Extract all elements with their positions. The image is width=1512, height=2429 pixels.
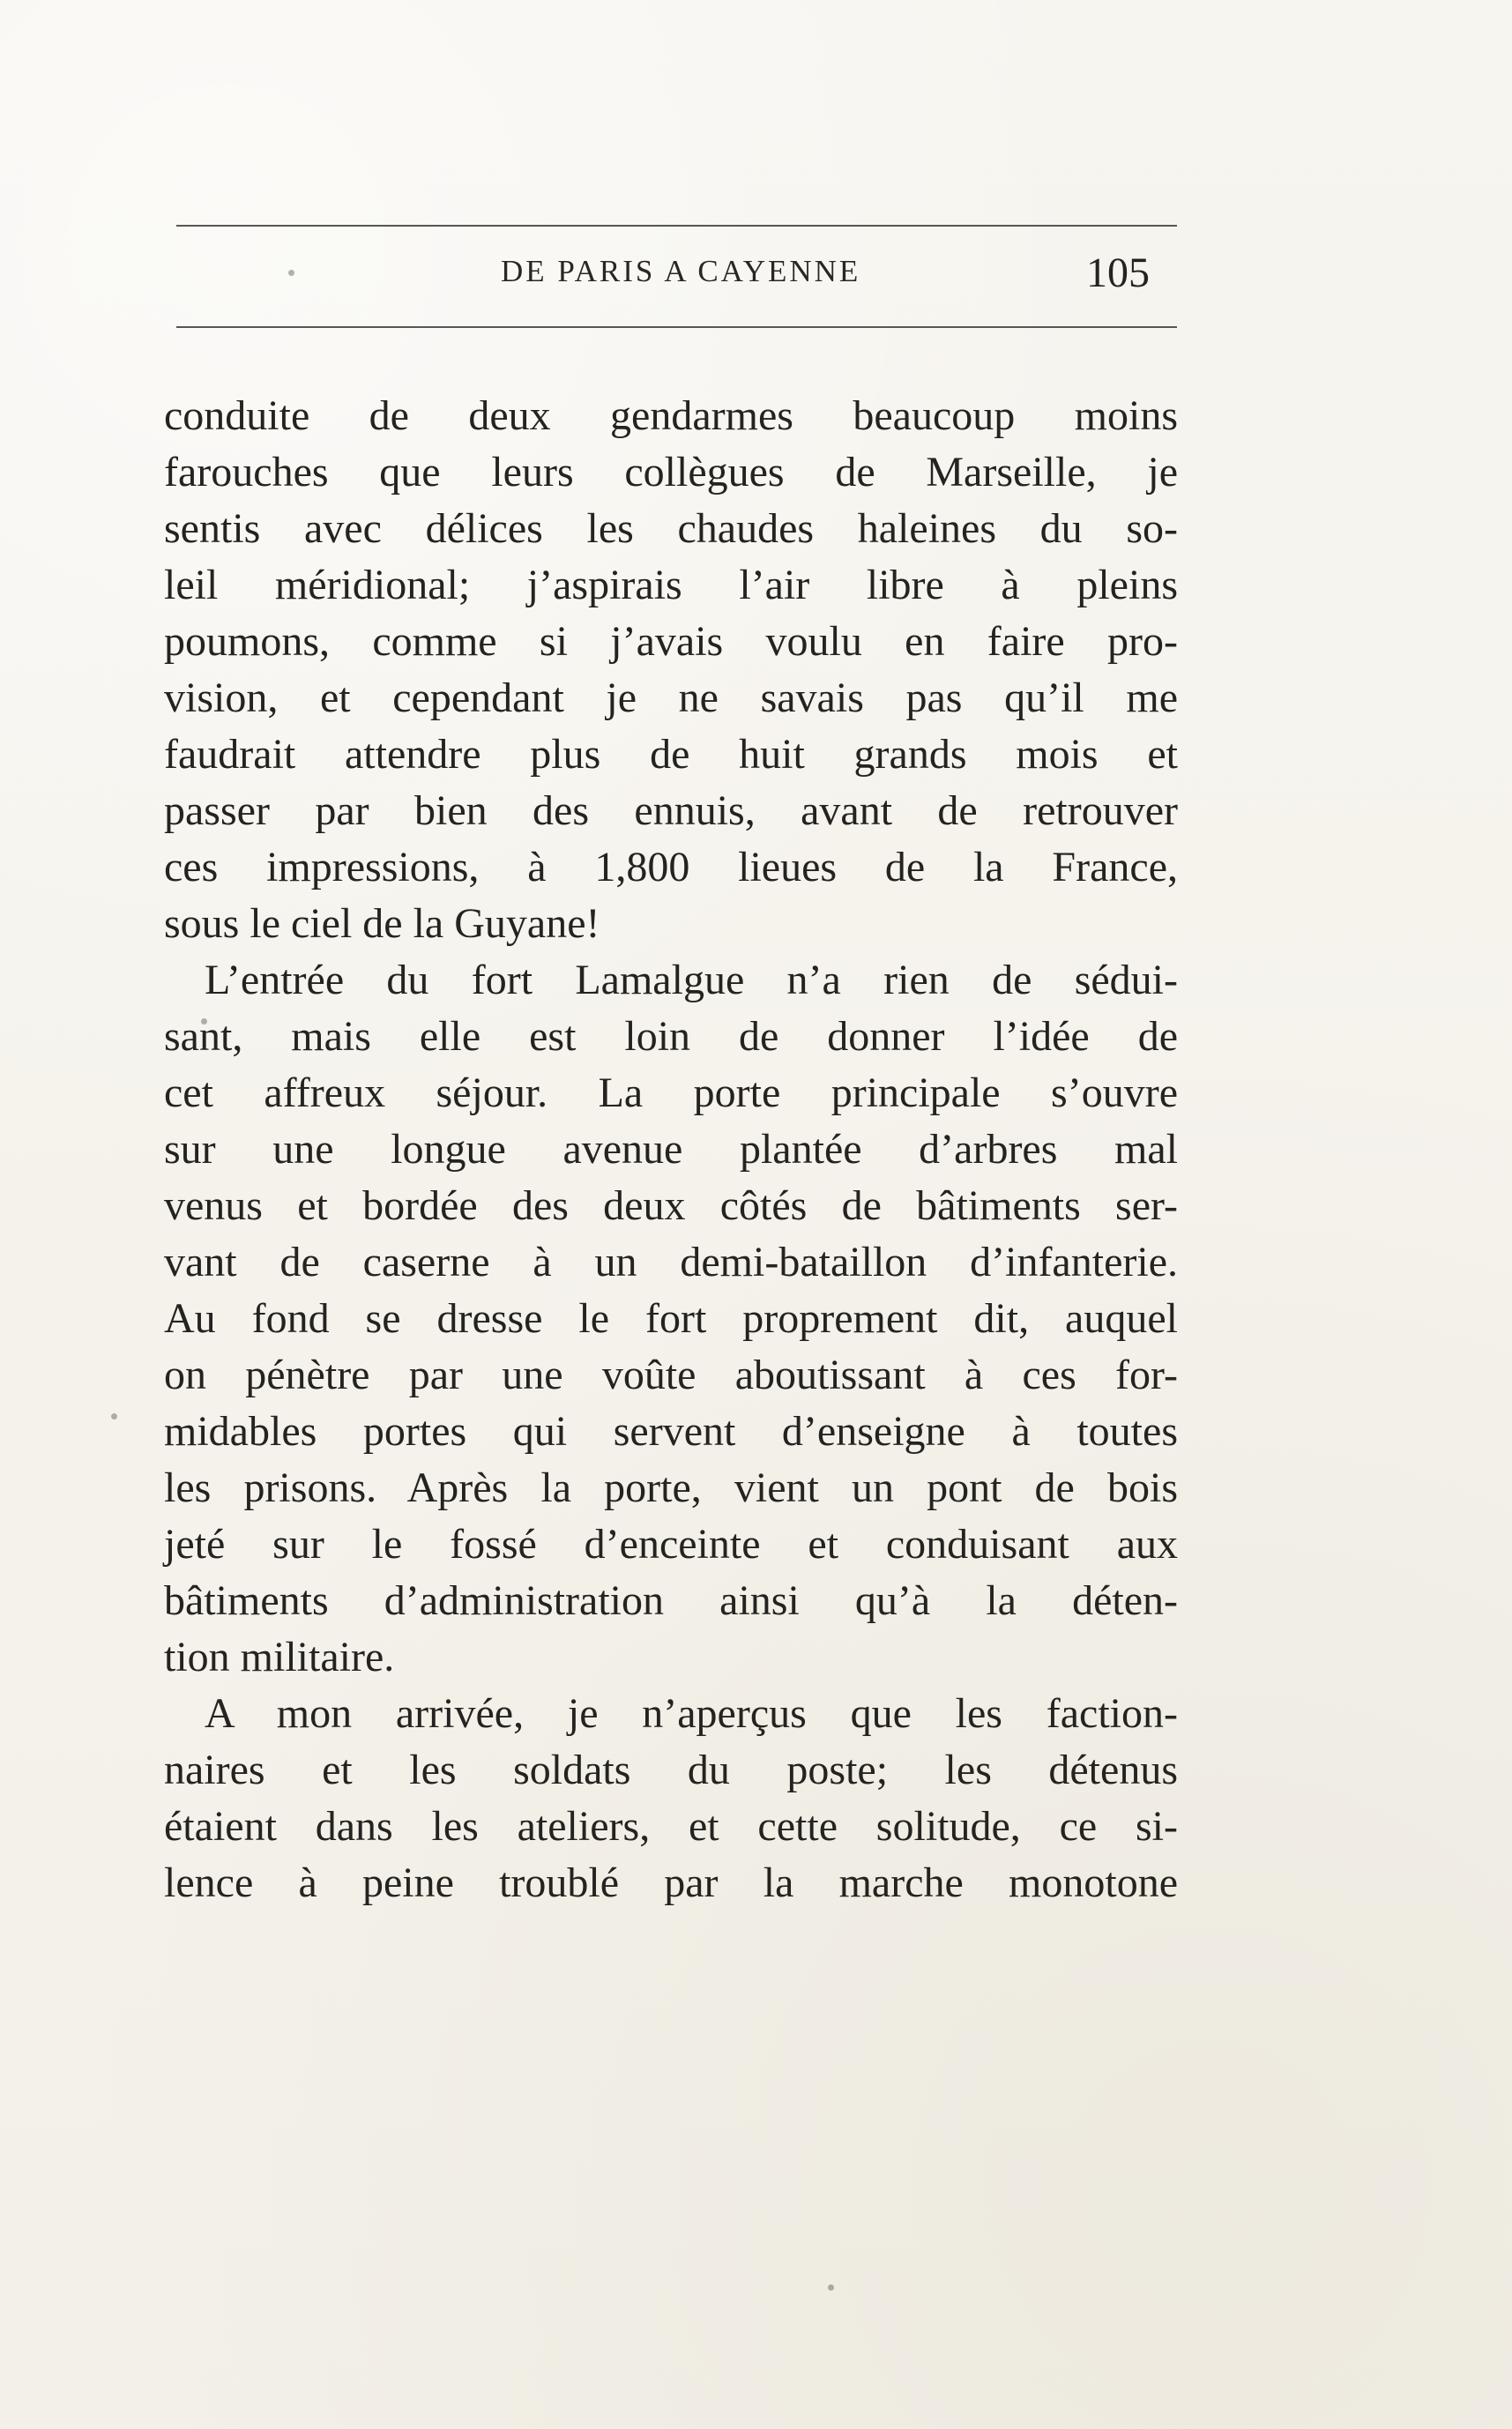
text-line: ces impressions, à 1,800 lieues de la France,	[164, 844, 1178, 890]
running-head: DE PARIS A CAYENNE	[501, 254, 861, 288]
text-line: naires et les soldats du poste; les détenus	[164, 1747, 1178, 1793]
text-line: conduite de deux gendarmes beaucoup moins	[164, 392, 1178, 439]
text-line: lence à peine troublé par la marche monotone	[164, 1859, 1178, 1906]
text-line: venus et bordée des deux côtés de bâtiments ser-	[164, 1182, 1178, 1229]
header-bottom-rule	[176, 326, 1177, 328]
body-text	[164, 388, 1178, 1911]
text-line: vant de caserne à un demi-bataillon d’infanterie.	[164, 1239, 1178, 1285]
text-line: sentis avec délices les chaudes haleines du so-	[164, 505, 1178, 552]
text-line: faudrait attendre plus de huit grands mois et	[164, 731, 1178, 778]
text-line: bâtiments d’administration ainsi qu’à la déten-	[164, 1577, 1178, 1624]
paper-speck	[201, 1018, 207, 1025]
text-line: les prisons. Après la porte, vient un pont de bois	[164, 1464, 1178, 1511]
text-line: midables portes qui servent d’enseigne à toutes	[164, 1408, 1178, 1455]
paragraph-start-line: A mon arrivée, je n’aperçus que les faction-	[205, 1690, 1178, 1737]
text-line: passer par bien des ennuis, avant de retrouver	[164, 787, 1178, 834]
text-line: farouches que leurs collègues de Marseille, je	[164, 449, 1178, 495]
text-line: leil méridional; j’aspirais l’air libre à pleins	[164, 562, 1178, 608]
paragraph-start-line: L’entrée du fort Lamalgue n’a rien de sédui-	[205, 957, 1178, 1003]
header-top-rule	[176, 225, 1177, 227]
page-number: 105	[1086, 250, 1150, 296]
text-line: Au fond se dresse le fort proprement dit, auquel	[164, 1295, 1178, 1342]
text-line: on pénètre par une voûte aboutissant à ces for-	[164, 1352, 1178, 1398]
paper-speck	[111, 1413, 117, 1419]
text-line: étaient dans les ateliers, et cette solitude, ce si-	[164, 1803, 1178, 1850]
text-line: vision, et cependant je ne savais pas qu’il me	[164, 674, 1178, 721]
paragraph-end-line: sous le ciel de la Guyane!	[164, 900, 600, 947]
text-line: poumons, comme si j’avais voulu en faire pro-	[164, 618, 1178, 665]
paragraph-end-line: tion militaire.	[164, 1634, 395, 1680]
text-line: sur une longue avenue plantée d’arbres mal	[164, 1126, 1178, 1173]
text-line: jeté sur le fossé d’enceinte et conduisant aux	[164, 1521, 1178, 1568]
text-line: sant, mais elle est loin de donner l’idée de	[164, 1013, 1178, 1060]
paper-speck	[288, 270, 294, 276]
paper-speck	[828, 2284, 834, 2291]
text-line: cet affreux séjour. La porte principale s’ouvre	[164, 1069, 1178, 1116]
